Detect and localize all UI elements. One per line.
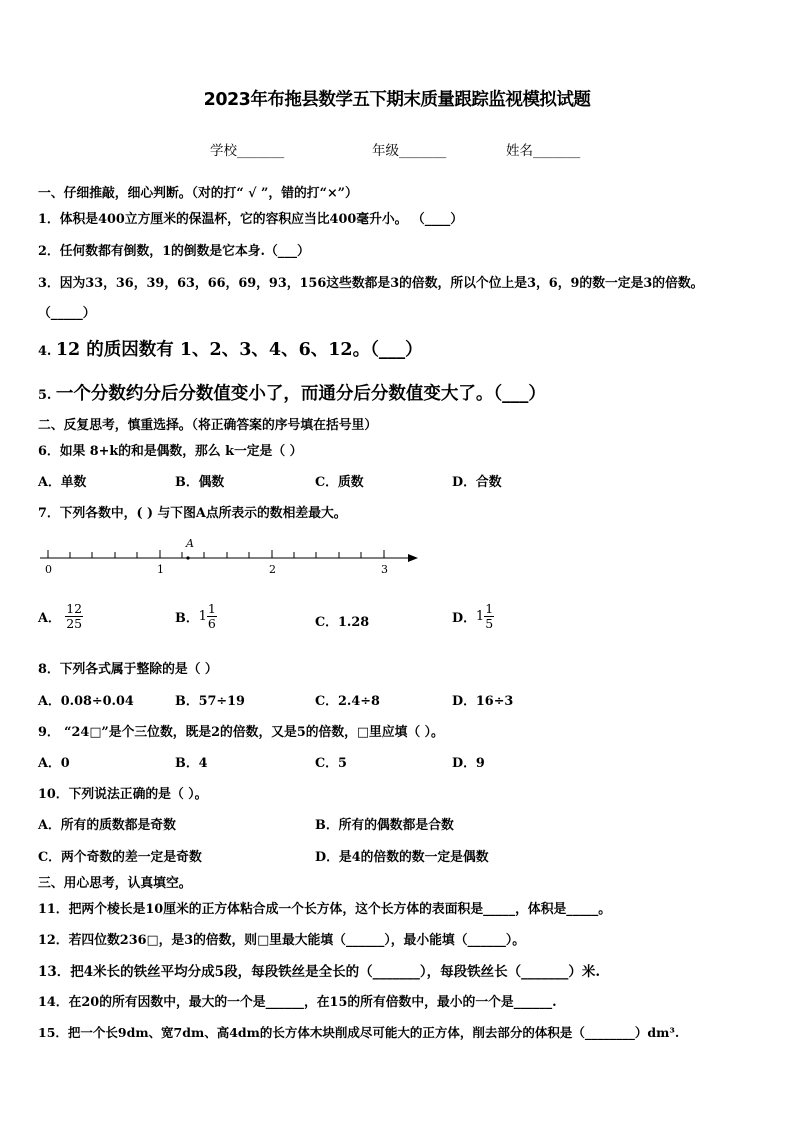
section-3-header: 三、用心思考，认真填空。 [38, 876, 192, 891]
question-4-text: 12 的质因数有 1、2、3、4、6、12。（___） [55, 340, 423, 360]
q10-option-c: C．两个奇数的差一定是奇数 [38, 850, 202, 865]
question-5-number: 5. [38, 388, 52, 403]
tick-label-0: 0 [45, 563, 52, 576]
q8-option-b: B．57÷19 [175, 694, 245, 709]
question-3-answer: （_____） [38, 306, 96, 321]
tick-label-3: 3 [381, 563, 388, 576]
q9-option-a: A．0 [38, 756, 70, 771]
q9-option-d: D．9 [452, 756, 485, 771]
question-9: 9． “24□”是个三位数，既是2的倍数，又是5的倍数，□里应填（ ）。 [38, 725, 444, 740]
q8-option-d: D．16÷3 [452, 694, 514, 709]
number-line-ticks [48, 550, 384, 558]
q8-option-c: C．2.4÷8 [315, 694, 380, 709]
q7-option-a: A． $\frac{12}{25}$ [38, 601, 83, 631]
question-5-text: 一个分数约分后分数值变小了，而通分后分数值变大了。（___） [55, 384, 546, 404]
question-12: 12．若四位数236□，是3的倍数，则□里最大能填（______），最小能填（______）。 [38, 933, 526, 948]
question-15: 15．把一个长9dm、宽7dm、高4dm的长方体木块削成尽可能大的正方体，削去部分的体积是（________）dm³. [38, 1025, 680, 1040]
question-2: 2．任何数都有倒数，1的倒数是它本身.（___） [38, 244, 310, 259]
question-4-number: 4. [38, 344, 52, 359]
q10-option-a: A．所有的质数都是奇数 [38, 818, 176, 833]
question-13: 13．把4米长的铁丝平均分成5段，每段铁丝是全长的（_______），每段铁丝长（_______）米. [38, 964, 601, 980]
fraction: $\frac{1}{6}$ [207, 601, 216, 631]
q7-option-d: D．1 $\frac{1}{5}$ [452, 601, 494, 631]
question-7: 7．下列各数中，( ) 与下图A点所表示的数相差最大。 [38, 506, 347, 521]
school-field[interactable]: 学校_______ [210, 143, 285, 159]
question-3: 3．因为33，36，39，63，66，69，93，156这些数都是3的倍数，所以个位上是3，6，9的数一定是3的倍数。 [38, 276, 704, 291]
q6-option-d: D．合数 [452, 475, 502, 490]
question-4 [38, 336, 423, 361]
tick-label-2: 2 [269, 563, 276, 576]
q7-option-c: C．1.28 [315, 615, 370, 630]
question-14: 14．在20的所有因数中，最大的一个是______，在15的所有倍数中，最小的一个是______. [38, 995, 557, 1010]
grade-field[interactable]: 年级_______ [372, 143, 447, 159]
q6-option-c: C．质数 [315, 475, 364, 490]
q7-option-b: B．1 $\frac{1}{6}$ [175, 601, 216, 631]
point-a-label: A [186, 537, 194, 550]
number-line-arrow-icon [408, 554, 418, 562]
point-a-dot [186, 556, 189, 559]
tick-label-1: 1 [157, 563, 164, 576]
question-10: 10．下列说法正确的是（ ）。 [38, 787, 208, 802]
q10-option-b: B．所有的偶数都是合数 [315, 818, 454, 833]
question-1: 1．体积是400立方厘米的保温杯，它的容积应当比400毫升小。 （____） [38, 212, 464, 227]
q6-option-b: B．偶数 [175, 475, 225, 490]
fraction: $\frac{1}{5}$ [485, 601, 494, 631]
q8-option-a: A．0.08÷0.04 [38, 694, 134, 709]
q9-option-b: B．4 [175, 756, 208, 771]
number-line [36, 534, 426, 578]
q6-option-a: A．单数 [38, 475, 87, 490]
section-1-header: 一、仔细推敲，细心判断。（对的打“ √ ”，错的打“×”） [38, 186, 358, 201]
question-8: 8．下列各式属于整除的是（ ） [38, 662, 218, 677]
page-title: 2023年布拖县数学五下期末质量跟踪监视模拟试题 [203, 90, 591, 110]
question-6: 6．如果 8+k的和是偶数，那么 k一定是（ ） [38, 444, 303, 459]
section-2-header: 二、反复思考，慎重选择。（将正确答案的序号填在括号里） [38, 418, 378, 433]
q10-option-d: D．是4的倍数的数一定是偶数 [315, 850, 489, 865]
question-11: 11．把两个棱长是10厘米的正方体粘合成一个长方体，这个长方体的表面积是_____，体积是_____。 [38, 902, 612, 917]
fraction: $\frac{12}{25}$ [66, 601, 83, 631]
question-5 [38, 380, 546, 405]
q9-option-c: C．5 [315, 756, 347, 771]
name-field[interactable]: 姓名_______ [506, 143, 581, 159]
